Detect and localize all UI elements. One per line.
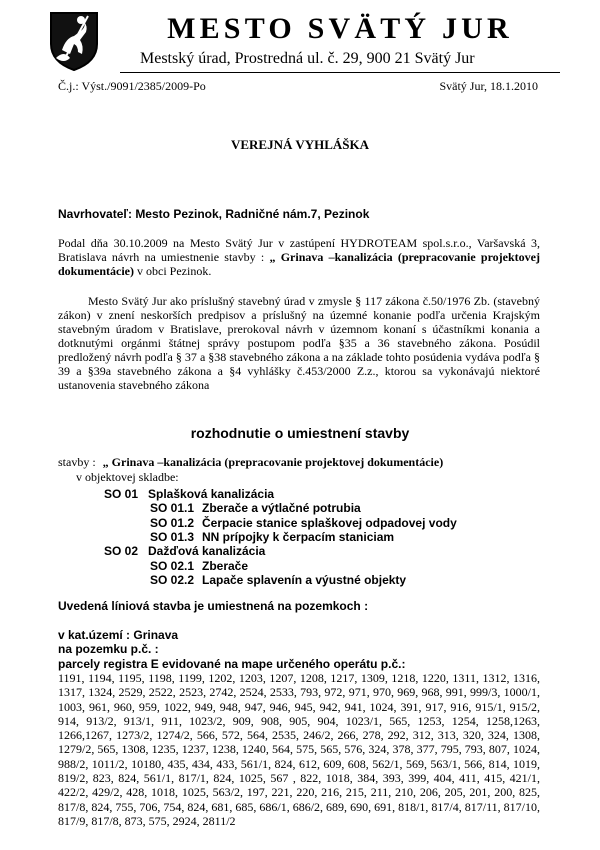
parcel-registry: parcely registra E evidované na mape určeného operátu p.č.:	[58, 657, 406, 671]
building-name-bold: „ Grinava –kanalizácia (prepracovanie projektovej dokumentácie)	[58, 250, 540, 278]
paragraph-authority: Mesto Svätý Jur ako príslušný stavebný úrad v zmysle § 117 zákona č.50/1976 Zb. (stavebný zákon) v znení neskorších predpisov a príslušný na územné konanie podľa určenia Krajským stavebným úradom v Bratislave, prerokoval návrh v územnom konaní s účastníkmi konania a dotknutými orgánmi štátnej správy postupom podľa §35 a 36 stavebného zákona. Posúdil predložený návrh podľa § 37 a §38 stavebného zákona a na základe tohto posúdenia vydáva podľa § 39 a §39a stavebného zákona a §4 vyhlášky č.453/2000 Z.z., ktorou sa vykonávajú niektoré ustanovenia stavebného zákona	[58, 294, 540, 392]
office-address: Mestský úrad, Prostredná ul. č. 29, 900 21 Svätý Jur	[140, 50, 475, 67]
object-name: Lapače splavenín a výustné objekty	[202, 572, 407, 587]
coat-of-arms-icon	[48, 10, 100, 72]
building-label: stavby :	[58, 455, 96, 469]
document-heading: VEREJNÁ VYHLÁŠKA	[230, 137, 370, 152]
object-row	[150, 501, 361, 516]
object-name: Zberače	[202, 558, 249, 573]
header-divider	[120, 72, 560, 73]
object-row	[150, 572, 407, 587]
object-name: Dažďová kanalizácia	[148, 544, 266, 559]
object-name: NN prípojky k čerpacím staniciam	[202, 529, 395, 544]
object-row	[150, 515, 457, 530]
building-line	[58, 455, 443, 469]
submission-tail: v obci Pezinok.	[134, 264, 212, 278]
municipality-title: MESTO SVÄTÝ JUR	[167, 12, 513, 45]
object-name: Zberače a výtlačné potrubia	[202, 501, 361, 516]
object-code: SO 02.1	[150, 558, 195, 573]
paragraph-submission	[58, 236, 540, 278]
object-code: SO 01.2	[150, 515, 195, 530]
object-code: SO 01.1	[150, 501, 195, 516]
object-code: SO 01.3	[150, 529, 195, 544]
object-row	[104, 487, 275, 501]
object-code: SO 01	[104, 487, 139, 501]
parcel-numbers: 1191, 1194, 1195, 1198, 1199, 1202, 1203, 1207, 1208, 1217, 1309, 1218, 1220, 1311, 1312, 1316, 1317, 1324, 2529, 2522, 2523, 2742, 2524, 2533, 793, 972, 971, 970, 969, 968, 991, 999/3, 1000/1, 1003, 961, 960, 959, 1022, 949, 948, 947, 946, 945, 942, 941, 1024, 391, 917, 916, 915/1, 915/2, 914, 913/2, 913/1, 911, 1023/2, 909, 908, 905, 904, 1023/1, 565, 1253, 1254, 1258,1263, 1266,1267, 1273/2, 1274/2, 566, 572, 564, 2535, 246/2, 266, 278, 292, 312, 313, 320, 324, 1308, 1279/2, 565, 1308, 1235, 1237, 1238, 1240, 564, 575, 565, 576, 324, 378, 377, 795, 793, 807, 1024, 988/2, 1011/2, 10180, 435, 434, 433, 561/1, 824, 612, 609, 608, 562/1, 569, 563/1, 566, 814, 1019, 819/2, 823, 824, 561/1, 817/1, 824, 1025, 567 , 822, 1018, 384, 393, 399, 404, 411, 415, 421/1, 422/2, 429/2, 428, 1018, 1025, 563/2, 197, 221, 220, 216, 215, 211, 210, 206, 205, 201, 200, 825, 817/8, 824, 755, 706, 754, 824, 681, 685, 686/1, 686/2, 689, 690, 691, 818/1, 817/4, 817/11, 817/10, 817/9, 817/8, 873, 575, 2924, 2811/2	[58, 671, 540, 828]
submission-text: Podal dňa 30.10.2009 na Mesto Svätý Jur v zastúpení HYDROTEAM spol.s.r.o., Varšavská 3, Bratislava návrh na umiestnenie stavby :	[58, 236, 540, 264]
composition-line: v objektovej skladbe:	[76, 470, 179, 484]
object-name: Čerpacie stanice splaškovej odpadovej vody	[202, 515, 457, 530]
object-row	[150, 558, 249, 573]
object-row	[150, 529, 395, 544]
decision-heading: rozhodnutie o umiestnení stavby	[190, 425, 410, 441]
proposer-line: Navrhovateľ: Mesto Pezinok, Radničné nám.7, Pezinok	[58, 207, 370, 221]
object-name: Splašková kanalizácia	[148, 487, 275, 501]
location-intro: Uvedená líniová stavba je umiestnená na pozemkoch :	[58, 599, 369, 613]
reference-number: Č.j.: Výst./9091/2385/2009-Po	[58, 79, 206, 93]
place-date: Svätý Jur, 18.1.2010	[439, 79, 538, 93]
object-row	[104, 544, 266, 559]
object-code: SO 02.2	[150, 572, 195, 587]
building-name: „ Grinava –kanalizácia (prepracovanie projektovej dokumentácie)	[102, 455, 444, 469]
object-code: SO 02	[104, 544, 139, 559]
parcel-label: na pozemku p.č. :	[58, 642, 159, 656]
reference-line	[58, 79, 538, 93]
cadastre-line: v kat.území : Grinava	[58, 628, 179, 642]
